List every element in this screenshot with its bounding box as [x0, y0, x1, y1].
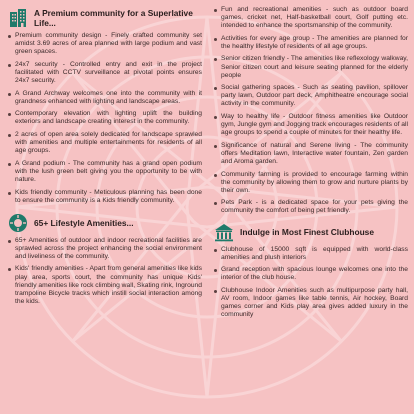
clubhouse-list — [214, 246, 408, 320]
clubhouse-section-header — [214, 222, 408, 242]
lifestyle-section-title: 65+ Lifestyle Amenities... — [34, 217, 134, 228]
lifestyle-section-header — [8, 213, 202, 233]
list-item: Significance of natural and Serene living - The community offers Meditation lawn, Interactive water fountain, Zen garden and Aroma garden. — [214, 142, 408, 166]
list-item: Clubhouse of 15000 sqft is equipped with world-class amenities and plush interiors — [214, 246, 408, 262]
list-item: 65+ Amenities of outdoor and indoor recreational facilities are sprawled across the project enhancing the social environment and liveliness of the community. — [8, 237, 202, 261]
list-item: Premium community design - Finely crafted community set amidst 3.69 acres of area planned with large podium and vast green spaces. — [8, 32, 202, 56]
list-item: Community farming is provided to encourage farming within the community by allowing them to grow and nurture plants by their own. — [214, 171, 408, 195]
building-icon — [8, 8, 28, 28]
list-item: Pets Park - is a dedicated space for your pets giving the community the comfort of being pet friendly. — [214, 199, 408, 215]
list-item: Senior citizen friendly - The amenities like reflexology walkway, Senior citizen court and leisure seating planned for the elderly people — [214, 55, 408, 79]
list-item: Social gathering spaces - Such as seating pavilion, spillover party lawn, Outdoor part deck, Amphitheatre encourage social activity in the community. — [214, 84, 408, 108]
list-item: 2 acres of open area solely dedicated for landscape sprawled with amenities and multiple entertainments for residents of all age groups. — [8, 131, 202, 155]
clubhouse-icon — [214, 222, 234, 242]
community-section-header — [8, 8, 202, 28]
community-section-title: A Premium community for a Superlative Life... — [34, 8, 193, 28]
list-item: Grand reception with spacious lounge welcomes one into the interior of the club house. — [214, 266, 408, 282]
list-item: Activities for every age group - The amenities are planned for the healthy lifestyle of residents of all age groups. — [214, 35, 408, 51]
amenities-icon — [8, 213, 28, 233]
right-column — [214, 4, 408, 324]
list-item: A Grand podium - The community has a grand open podium with the lush green belt giving you the opportunity to be with nature. — [8, 160, 202, 184]
list-item: Contemporary elevation with lighting uplift the building exteriors and landscape creating interest in the community. — [8, 110, 202, 126]
list-item: Kids friendly community - Meticulous planning has been done to ensure the community is a Kids friendly community. — [8, 189, 202, 205]
list-item: Fun and recreational amenities - such as outdoor board games, cricket net, Half-basketball court, Golf putting etc. intended to enhance the sportsmanship of the community. — [214, 6, 408, 30]
amenities-list — [214, 6, 408, 216]
left-column — [8, 4, 202, 310]
list-item: Clubhouse Indoor Amenities such as multipurpose party hall, AV room, Indoor games like table tennis, Air hockey, Board games corner and Kids play area gives added luxury in the community — [214, 287, 408, 319]
list-item: A Grand Archway welcomes one into the community with it grandness enhanced with lighting and landscape areas. — [8, 90, 202, 106]
lifestyle-list — [8, 237, 202, 306]
list-item: Kids' friendly amenities - Apart from general amenities like kids play area, sports court, the community has unique Kids' friendly amenities like rock climbing wall, Skating rink, Inground trampoline Bicycle tracks which instill social interaction among the kids. — [8, 265, 202, 305]
community-list — [8, 32, 202, 205]
list-item: Way to healthy life - Outdoor fitness amenities like Outdoor gym, Jungle gym and Jogging track encourages residents of all age groups to spend a couple of minutes for their healthy life. — [214, 113, 408, 137]
clubhouse-section-title: Indulge in Most Finest Clubhouse — [240, 226, 374, 237]
list-item: 24x7 security - Controlled entry and exit in the project facilitated with CCTV surveillance at pivotal points ensures 24x7 security. — [8, 61, 202, 85]
